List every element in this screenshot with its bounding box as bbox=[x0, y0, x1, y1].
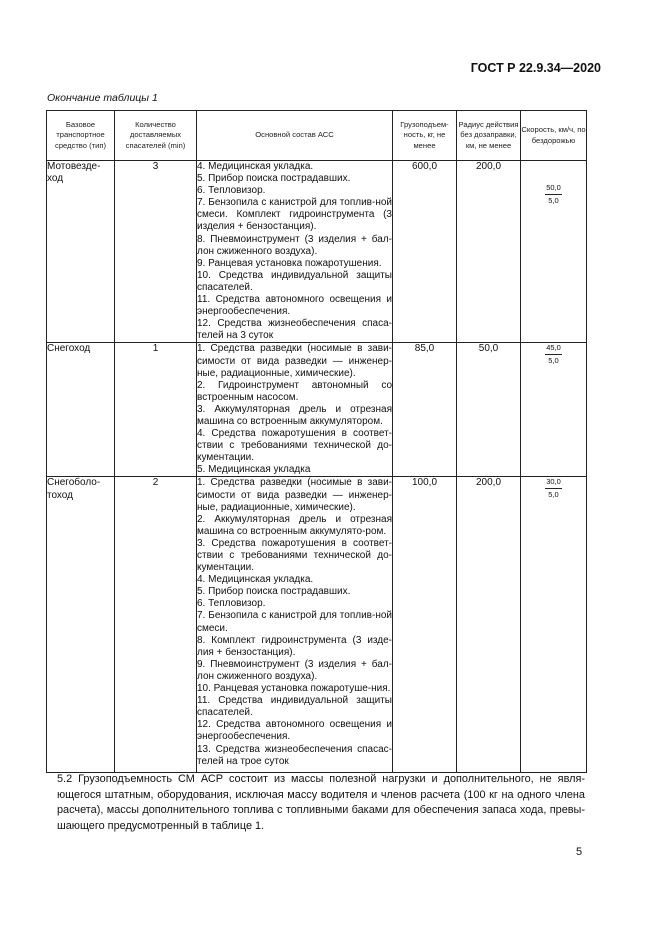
speed-fraction bbox=[545, 477, 562, 500]
composition-item: 11. Средства индивидуальной защиты спасателей. bbox=[197, 695, 392, 719]
col-header-composition: Основной состав АСС bbox=[197, 111, 393, 161]
composition-item: 6. Тепловизор. bbox=[197, 185, 266, 197]
cell-vehicle: Снегоход bbox=[47, 343, 115, 477]
composition-item: 1. Средства разведки (носимые в зави-симости от вида разведки — инженер-ные, радиационные, химические). bbox=[197, 343, 392, 379]
composition-item: 7. Бензопила с канистрой для топлив-ной смеси. Комплект гидроинструмента (3 изделия + бензостанция). bbox=[197, 197, 392, 233]
composition-item: 9. Пневмоинструмент (3 изделия + бал-лон сжиженного воздуха). bbox=[197, 658, 392, 682]
composition-item: 11. Средства автономного освещения и энергообеспечения. bbox=[197, 294, 392, 318]
composition-item: 4. Медицинская укладка. bbox=[197, 574, 314, 586]
cell-count: 1 bbox=[115, 343, 197, 477]
vehicles-table bbox=[46, 110, 587, 773]
cell-range: 200,0 bbox=[457, 477, 521, 773]
standard-code: ГОСТ Р 22.9.34—2020 bbox=[470, 61, 601, 75]
composition-item: 8. Комплект гидроинструмента (3 изде-лия + бензостанция). bbox=[197, 634, 392, 658]
speed-offroad: 5,0 bbox=[548, 490, 559, 500]
speed-offroad: 5,0 bbox=[548, 196, 559, 205]
cell-composition bbox=[197, 343, 393, 477]
composition-item: 2. Аккумуляторная дрель и отрезная машина со встроенным аккумулято-ром. bbox=[197, 513, 392, 537]
composition-item: 3. Средства пожаротушения в соответ-ствии с требованиями технической до-кументации. bbox=[197, 537, 392, 574]
cell-count: 3 bbox=[115, 161, 197, 343]
speed-fraction bbox=[545, 183, 562, 206]
cell-capacity: 85,0 bbox=[393, 343, 457, 477]
speed-road: 30,0 bbox=[545, 477, 562, 489]
paragraph-5-2: 5.2 Грузоподъемность СМ АСР состоит из массы полезной нагрузки и дополнительного, не явля-ющегося штатным, оборудования, исключая массу водителя и членов расчета (100 кг на одного члена расчета), массы дополнительного топлива с топливными баками для обеспечения запаса хода, превы-шающего предусмотренный в таблице 1. bbox=[57, 773, 585, 832]
cell-capacity: 100,0 bbox=[393, 477, 457, 773]
cell-range: 200,0 bbox=[457, 161, 521, 343]
speed-offroad: 5,0 bbox=[548, 356, 559, 366]
composition-item: 5. Прибор поиска пострадавших. bbox=[197, 173, 351, 185]
cell-count: 2 bbox=[115, 477, 197, 773]
composition-item: 4. Средства пожаротушения в соответ-ствии с требованиями технической до-кументации. bbox=[197, 428, 392, 464]
table-row bbox=[47, 161, 587, 343]
table-caption: Окончание таблицы 1 bbox=[47, 92, 158, 104]
cell-vehicle: Мотовезде-ход bbox=[47, 161, 115, 343]
composition-item: 3. Аккумуляторная дрель и отрезная машина со встроенным аккумулятором. bbox=[197, 403, 392, 427]
cell-range: 50,0 bbox=[457, 343, 521, 477]
composition-item: 8. Пневмоинструмент (3 изделия + бал-лон сжиженного воздуха). bbox=[197, 233, 392, 257]
composition-item: 12. Средства автономного освещения и энергообеспечения. bbox=[197, 719, 392, 743]
table-row bbox=[47, 477, 587, 773]
col-header-vehicle: Базовое транспортное средство (тип) bbox=[47, 111, 115, 161]
composition-item: 9. Ранцевая установка пожаротушения. bbox=[197, 257, 382, 269]
table-header-row bbox=[47, 111, 587, 161]
cell-composition bbox=[197, 477, 393, 773]
col-header-speed: Скорость, км/ч, по бездорожью bbox=[521, 111, 587, 161]
cell-capacity: 600,0 bbox=[393, 161, 457, 343]
cell-vehicle: Снегоболо-тоход bbox=[47, 477, 115, 773]
composition-item: 2. Гидроинструмент автономный со встроенным насосом. bbox=[197, 379, 392, 403]
col-header-capacity: Грузоподъем-ность, кг, не менее bbox=[393, 111, 457, 161]
page-number: 5 bbox=[576, 846, 583, 858]
table-row bbox=[47, 343, 587, 477]
composition-item: 5. Прибор поиска пострадавших. bbox=[197, 586, 351, 598]
composition-item: 10. Средства индивидуальной защиты спасателей. bbox=[197, 269, 392, 293]
composition-item: 13. Средства жизнеобеспечения спасас-телей на трое суток bbox=[197, 743, 392, 767]
composition-item: 4. Медицинская укладка. bbox=[197, 161, 314, 172]
speed-fraction bbox=[545, 343, 562, 366]
composition-item: 1. Средства разведки (носимые в зави-симости от вида разведки — инженер-ные, радиационные, химические). bbox=[197, 477, 392, 513]
composition-item: 7. Бензопила с канистрой для топлив-ной смеси. bbox=[197, 610, 392, 634]
speed-road: 45,0 bbox=[545, 343, 562, 355]
composition-item: 5. Медицинская укладка bbox=[197, 464, 311, 476]
composition-item: 10. Ранцевая установка пожаротуше-ния. bbox=[197, 683, 391, 695]
cell-speed bbox=[521, 343, 587, 477]
composition-item: 12. Средства жизнеобеспечения спаса-телей на 3 суток bbox=[197, 318, 392, 342]
col-header-range: Радиус действия без дозаправки, км, не менее bbox=[457, 111, 521, 161]
cell-speed bbox=[521, 477, 587, 773]
composition-item: 6. Тепловизор. bbox=[197, 598, 266, 610]
cell-composition bbox=[197, 161, 393, 343]
speed-road: 50,0 bbox=[545, 183, 562, 195]
cell-speed bbox=[521, 161, 587, 343]
col-header-count: Количество доставляемых спасателей (min) bbox=[115, 111, 197, 161]
